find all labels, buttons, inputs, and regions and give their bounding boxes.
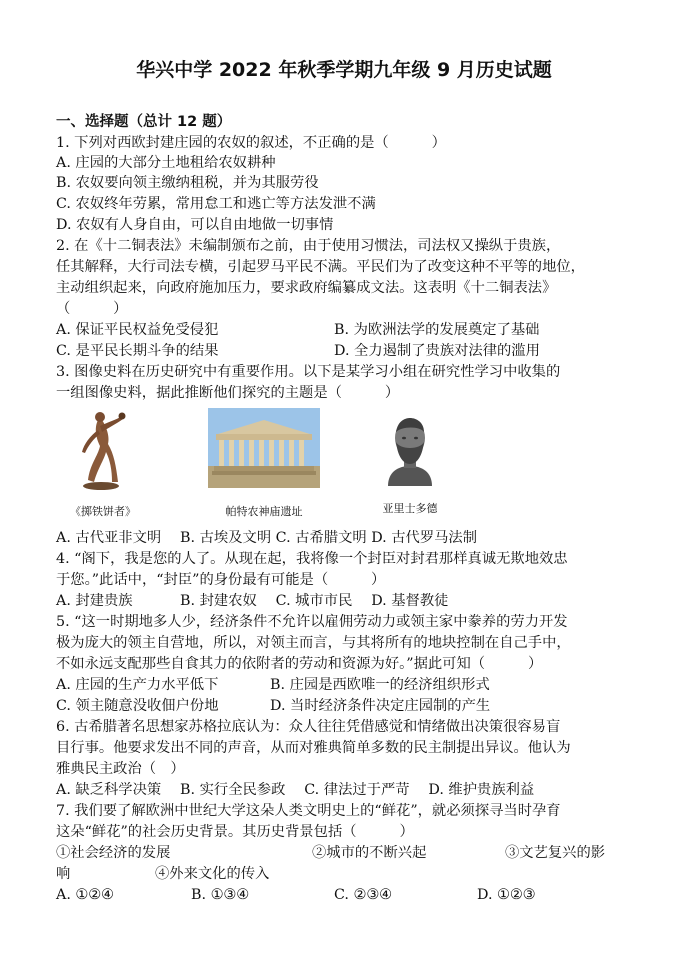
q7-stem-line1: 7. 我们要了解欧洲中世纪大学这朵人类文明史上的“鲜花”，就必须探寻当时孕育 — [56, 803, 561, 819]
q4-options: A. 封建贵族 B. 封建农奴 C. 城市市民 D. 基督教徒 — [56, 593, 449, 609]
q6-stem-line2: 目行事。他要求发出不同的声音，从而对雅典简单多数的民主制提出异议。他认为 — [56, 740, 571, 756]
q2-stem-line2: 任其解释，大行司法专横，引起罗马平民不满。平民们为了改变这种不平等的地位， — [56, 259, 585, 275]
parthenon-caption: 帕特农神庙遗址 — [225, 505, 303, 518]
q2-stem-line3: 主动组织起来，向政府施加压力，要求政府编纂成文法。这表明《十二铜表法》 — [56, 280, 557, 296]
q7-item-3: ③文艺复兴的影 — [505, 845, 606, 861]
q6-stem-line1: 6. 古希腊著名思想家苏格拉底认为：众人往往凭借感觉和情绪做出决策很容易盲 — [56, 719, 561, 735]
q2-answer-blank: （ ） — [56, 301, 128, 317]
aristotle-caption: 亚里士多德 — [382, 502, 438, 515]
q7-option-b: B. ①③④ — [191, 887, 250, 903]
section-heading: 一、选择题（总计 12 题） — [56, 114, 232, 130]
q7-item-2: ②城市的不断兴起 — [312, 845, 427, 861]
discobolus-caption: 《掷铁饼者》 — [70, 505, 136, 518]
q4-stem-line1: 4. “阁下，我是您的人了。从现在起，我将像一个封臣对封君那样真诚无欺地效忠 — [56, 551, 568, 567]
q1-option-d: D. 农奴有人身自由，可以自由地做一切事情 — [56, 217, 334, 233]
q7-option-d: D. ①②③ — [477, 887, 536, 903]
q5-option-a: A. 庄园的生产力水平低下 — [56, 677, 219, 693]
q1-option-a: A. 庄园的大部分土地租给农奴耕种 — [56, 155, 276, 171]
q7-item-1: ①社会经济的发展 — [56, 845, 171, 861]
aristotle-bust-image — [380, 408, 440, 486]
q5-option-b: B. 庄园是西欧唯一的经济组织形式 — [270, 677, 490, 693]
q2-option-b: B. 为欧洲法学的发展奠定了基础 — [334, 322, 540, 338]
q5-option-c: C. 领主随意没收佃户份地 — [56, 698, 219, 714]
q7-option-a: A. ①②④ — [56, 887, 114, 903]
q7-stem-line2: 这朵“鲜花”的社会历史背景。其历史背景包括（ ） — [56, 824, 414, 840]
parthenon-image — [208, 408, 320, 488]
q5-stem-line1: 5. “这一时期地多人少，经济条件不允许以雇佣劳动力或领主家中豢养的劳力开发 — [56, 614, 568, 630]
q1-stem: 1. 下列对西欧封建庄园的农奴的叙述，不正确的是（ ） — [56, 135, 446, 151]
discobolus-statue-image — [76, 408, 126, 490]
q7-option-c: C. ②③④ — [334, 887, 392, 903]
q7-item-4: ④外来文化的传入 — [155, 866, 270, 882]
q3-stem-line1: 3. 图像史料在历史研究中有重要作用。以下是某学习小组在研究性学习中收集的 — [56, 364, 561, 380]
q2-option-d: D. 全力遏制了贵族对法律的滥用 — [334, 343, 540, 359]
q5-stem-line2: 极为庞大的领主自营地，所以，对领主而言，与其将所有的地块控制在自己手中， — [56, 635, 571, 651]
q2-option-a: A. 保证平民权益免受侵犯 — [56, 322, 219, 338]
q2-option-c: C. 是平民长期斗争的结果 — [56, 343, 219, 359]
q6-options: A. 缺乏科学决策 B. 实行全民参政 C. 律法过于严苛 D. 维护贵族利益 — [56, 782, 535, 798]
q1-option-b: B. 农奴要向领主缴纳租税，并为其服劳役 — [56, 175, 319, 191]
q5-stem-line3: 不如永远支配那些自食其力的依附者的劳动和资源为好。”据此可知（ ） — [56, 656, 543, 672]
q2-stem-line1: 2. 在《十二铜表法》未编制颁布之前，由于使用习惯法，司法权又操纵于贵族， — [56, 238, 561, 254]
q7-item-3-continued: 响 — [56, 866, 71, 882]
q4-stem-line2: 于您。”此话中，“封臣”的身份最有可能是（ ） — [56, 572, 386, 588]
page-title: 华兴中学 2022 年秋季学期九年级 9 月历史试题 — [136, 59, 552, 81]
q5-option-d: D. 当时经济条件决定庄园制的产生 — [270, 698, 491, 714]
q6-stem-line3: 雅典民主政治（ ） — [56, 761, 185, 777]
q3-options: A. 古代亚非文明 B. 古埃及文明 C. 古希腊文明 D. 古代罗马法制 — [56, 530, 478, 546]
q1-option-c: C. 农奴终年劳累，常用怠工和逃亡等方法发泄不满 — [56, 196, 376, 212]
q3-stem-line2: 一组图像史料，据此推断他们探究的主题是（ ） — [56, 385, 400, 401]
